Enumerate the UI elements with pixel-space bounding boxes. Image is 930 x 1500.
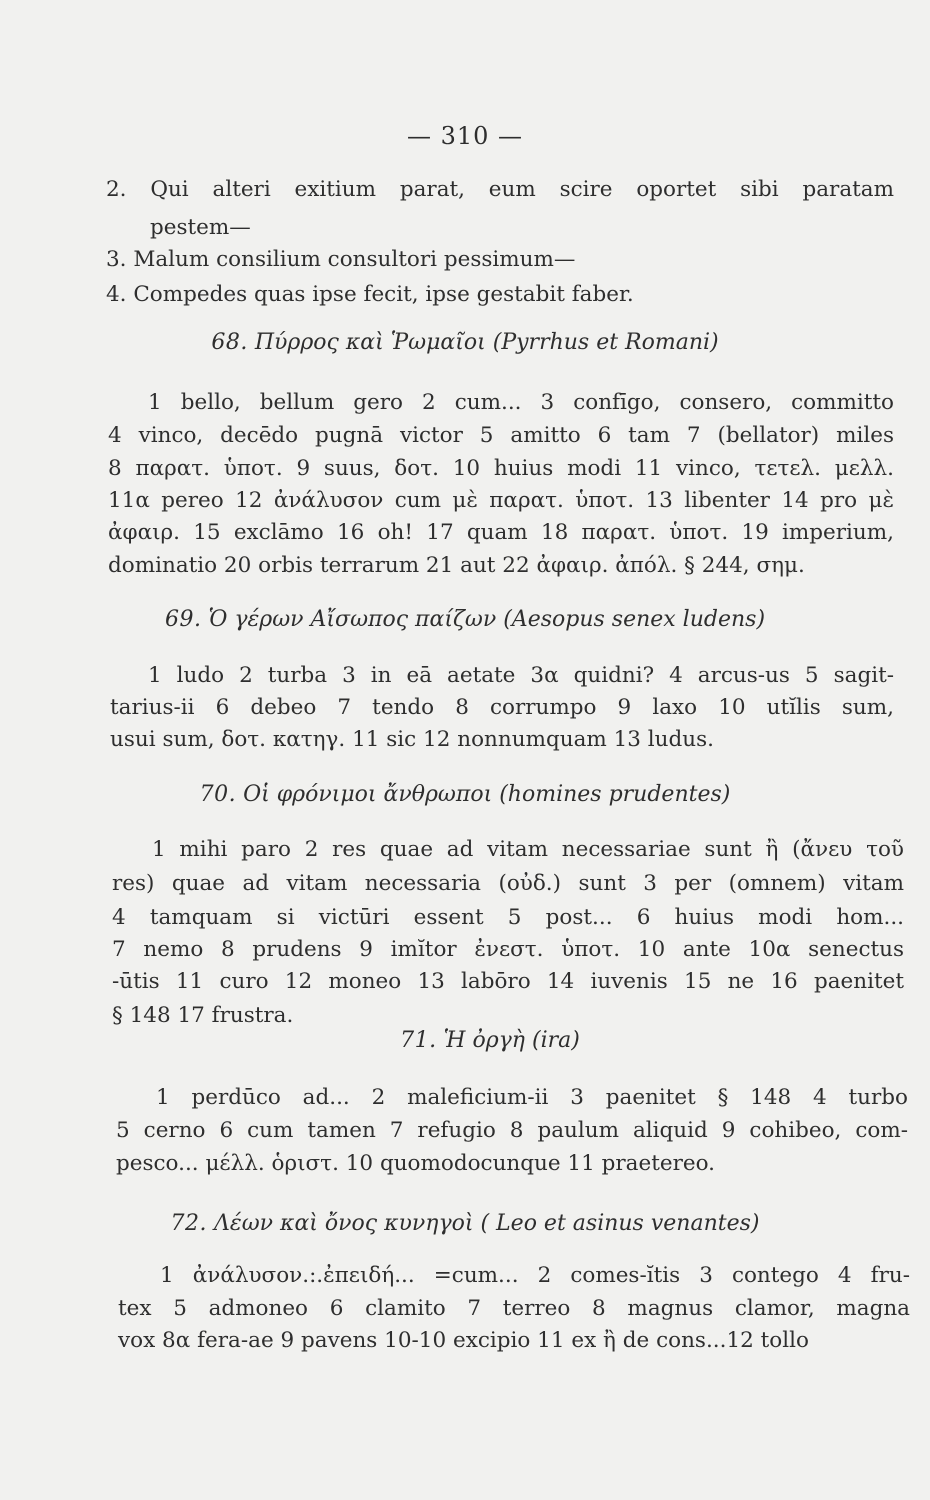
text-line: usui sum, δοτ. κατηγ. 11 sic 12 nonnumquam 13 ludus. <box>110 727 715 752</box>
text-line: 2. Qui alteri exitium parat, eum scire oportet sibi paratam <box>106 177 894 202</box>
section-latin-title: (ira) <box>532 1028 580 1053</box>
text-line: tarius-ii 6 debeo 7 tendo 8 corrumpo 9 laxo 10 utĭlis sum, <box>110 695 894 720</box>
section-number: 71. <box>400 1028 437 1053</box>
section-greek-title: Οἱ φρόνιμοι ἄνθρωποι <box>243 782 493 807</box>
text-line: 4 tamquam si victūri essent 5 post... 6 huius modi hom... <box>112 905 904 930</box>
text-line: ἀφαιρ. 15 exclāmo 16 oh! 17 quam 18 παρατ. ὑποτ. 19 imperium, <box>108 520 894 545</box>
text-line: 5 cerno 6 cum tamen 7 refugio 8 paulum aliquid 9 cohibeo, com- <box>116 1118 908 1143</box>
text-line: 3. Malum consilium consultori pessimum— <box>106 247 576 272</box>
section-heading-71 <box>0 1026 930 1056</box>
section-latin-title: (homines prudentes) <box>499 782 731 807</box>
text-line: pesco... μέλλ. ὁριστ. 10 quomodocunque 11 praetereo. <box>116 1151 715 1176</box>
text-line: 7 nemo 8 prudens 9 imĭtor ἐνεστ. ὑποτ. 10 ante 10α senectus <box>112 937 904 962</box>
section-number: 70. <box>199 782 237 807</box>
text-line: 1 ἀνάλυσον.:.ἐπειδή... =cum... 2 comes-ĭtis 3 contego 4 fru- <box>160 1263 910 1288</box>
section-number: 69. <box>164 607 202 632</box>
text-line: 1 ludo 2 turba 3 in eā aetate 3α quidni? 4 arcus-us 5 sagit- <box>148 663 894 688</box>
section-heading-72 <box>0 1209 930 1239</box>
section-heading-70 <box>0 780 930 810</box>
section-heading-69 <box>0 605 930 635</box>
section-latin-title: (Aesopus senex ludens) <box>503 607 766 632</box>
section-number: 68. <box>211 330 248 355</box>
text-line: 1 mihi paro 2 res quae ad vitam necessariae sunt ἢ (ἄνευ τοῦ <box>152 837 904 862</box>
section-latin-title: ( Leo et asinus venantes) <box>480 1211 760 1236</box>
text-line: 4. Compedes quas ipse fecit, ipse gestabit faber. <box>106 282 634 307</box>
text-line: 4 vinco, decēdo pugnā victor 5 amitto 6 tam 7 (bellator) miles <box>108 423 894 448</box>
text-line: § 148 17 frustra. <box>112 1003 294 1028</box>
text-line: vox 8α fera-ae 9 pavens 10-10 excipio 11 ex ἢ de cons...12 tollo <box>118 1328 809 1353</box>
section-greek-title: Πύρρος καὶ Ῥωμαῖοι <box>254 330 486 355</box>
section-heading-68 <box>0 328 930 358</box>
text-line: dominatio 20 orbis terrarum 21 aut 22 ἀφαιρ. ἀπόλ. § 244, σημ. <box>108 553 805 578</box>
section-latin-title: (Pyrrhus et Romani) <box>492 330 719 355</box>
text-line: res) quae ad vitam necessaria (οὐδ.) sunt 3 per (omnem) vitam <box>112 871 904 896</box>
section-greek-title: Ὁ γέρων Αἴσωπος παίζων <box>208 607 497 632</box>
text-line: -ūtis 11 curo 12 moneo 13 labōro 14 iuvenis 15 ne 16 paenitet <box>112 969 904 994</box>
section-greek-title: Λέων καὶ ὄνος κυνηγοὶ <box>214 1211 474 1236</box>
section-greek-title: Ἡ ὀργὴ <box>443 1028 525 1053</box>
text-line: pestem— <box>150 215 251 240</box>
text-line: 1 perdūco ad... 2 maleficium-ii 3 paenitet § 148 4 turbo <box>156 1085 908 1110</box>
text-line: tex 5 admoneo 6 clamito 7 terreo 8 magnus clamor, magna <box>118 1296 910 1321</box>
text-line: 8 παρατ. ὑποτ. 9 suus, δοτ. 10 huius modi 11 vinco, τετελ. μελλ. <box>108 456 894 481</box>
page-number: — 310 — <box>406 122 524 150</box>
text-line: 11α pereo 12 ἀνάλυσον cum μὲ παρατ. ὑποτ. 13 libenter 14 pro μὲ <box>108 488 894 513</box>
section-number: 72. <box>170 1211 208 1236</box>
text-line: 1 bello, bellum gero 2 cum... 3 confīgo, consero, committo <box>148 390 894 415</box>
